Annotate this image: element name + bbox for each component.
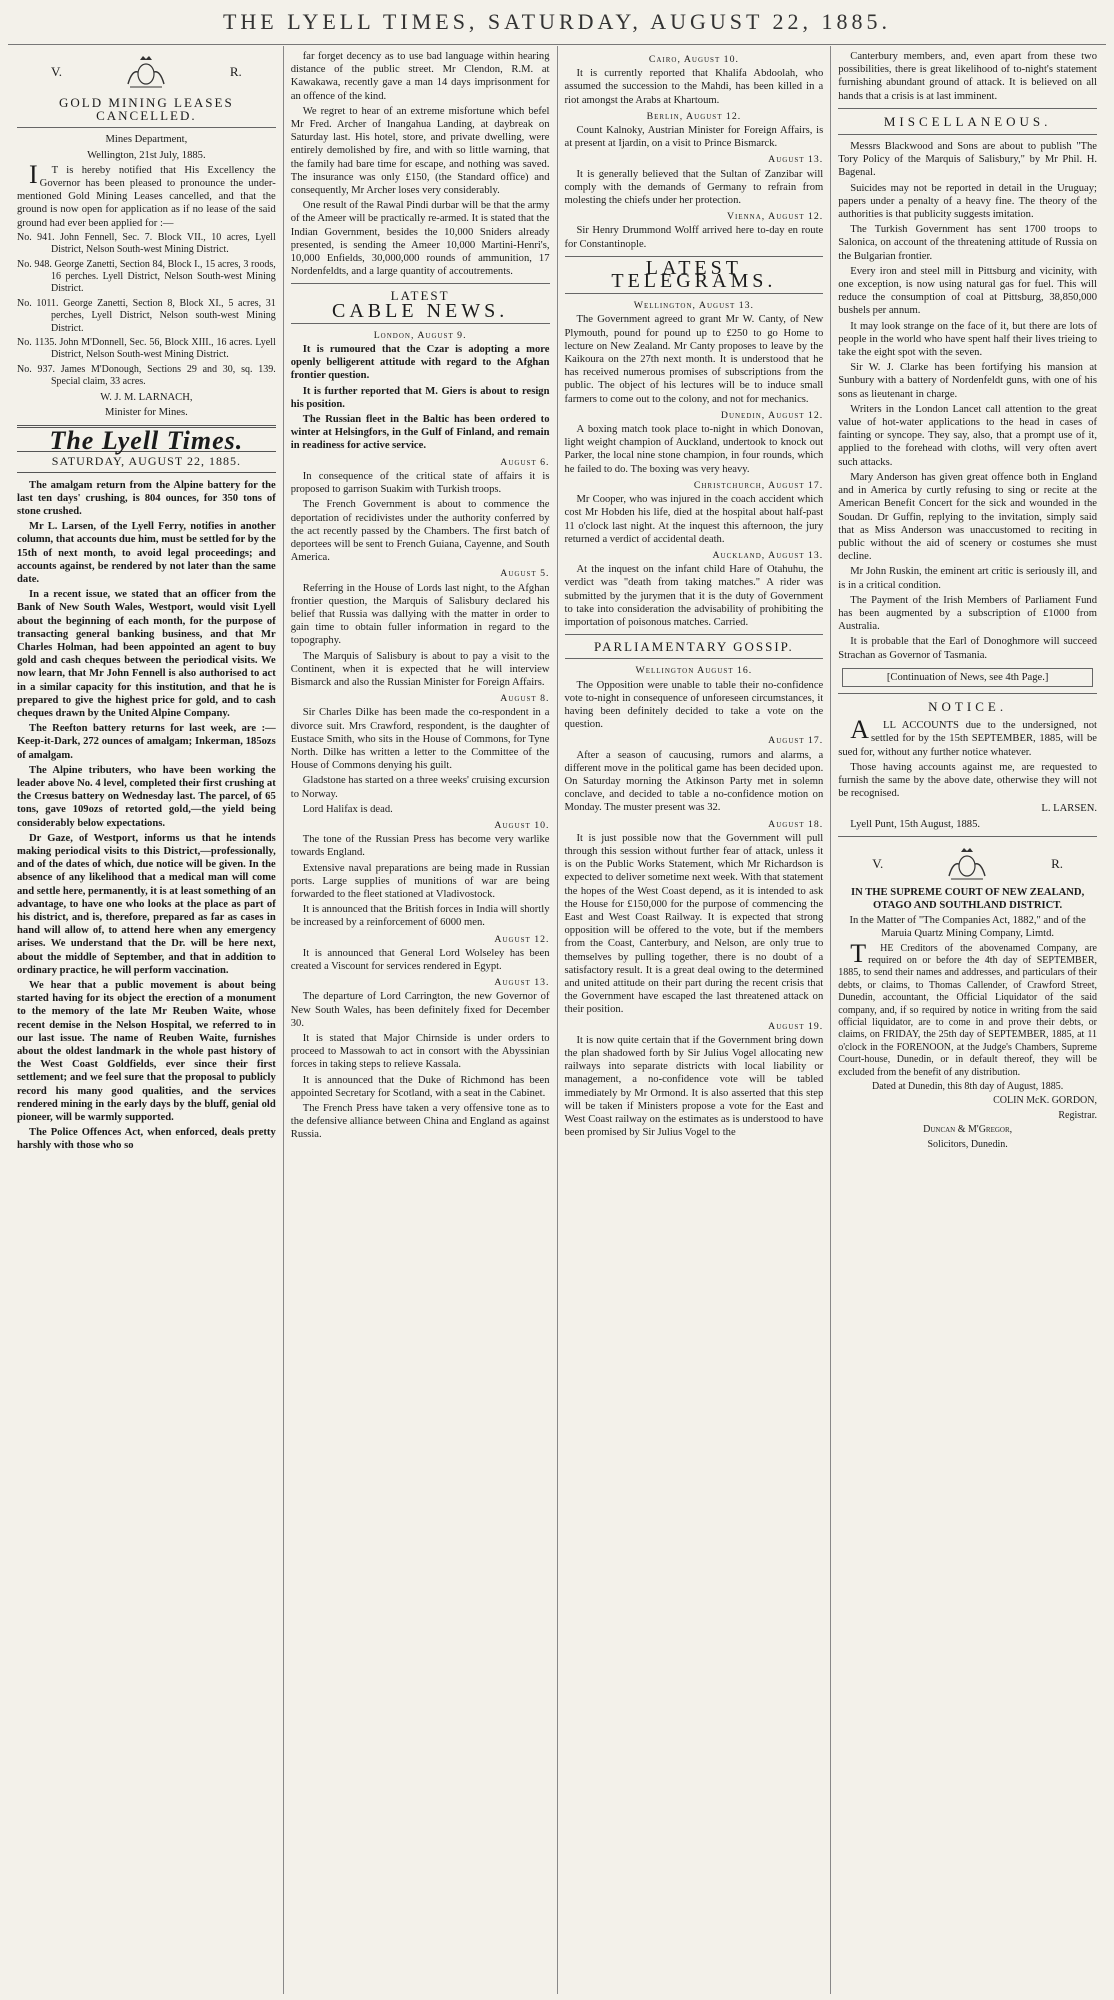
news-paragraph: It is currently reported that Khalifa Abdoolah, who assumed the succession to the Mahdi, has been killed in a riot amongst the Arabs at Khartoum.: [564, 68, 824, 106]
notice-body: ALL ACCOUNTS due to the undersigned, not settled for by the 15th SEPTEMBER, 1885, will be sued for, without any further notice whatever.: [838, 715, 1097, 758]
royal-crest: [17, 50, 276, 94]
column-1: [10, 46, 283, 1994]
notice-body: Those having accounts against me, are requested to furnish the same by the above date, otherwise they will not be recognised.: [838, 761, 1097, 800]
court-dated: Dated at Dunedin, this 8th day of August, 1885.: [871, 1081, 1064, 1093]
news-paragraph: In consequence of the critical state of affairs it is proposed to garrison Suakim with Turkish troops.: [290, 470, 550, 496]
misc-paragraph: The Turkish Government has sent 1700 troops to Salonica, on account of the threatening attitude of Russia on the Bulgarian frontier.: [838, 224, 1097, 262]
news-paragraph: The Reefton battery returns for last week, are :—Keep-it-Dark, 272 ounces of amalgam; Inkerman, 185ozs of amalgam.: [17, 723, 276, 761]
news-paragraph: It is announced that the Duke of Richmond has been appointed Secretary for Scotland, with a seat in the Cabinet.: [290, 1074, 550, 1099]
misc-paragraph: Mr John Ruskin, the eminent art critic is seriously ill, and is in a critical condition.: [838, 566, 1097, 591]
lease-item: No. 1011. George Zanetti, Section 8, Block XI., 5 acres, 31 perches, Lyell District, Nelson south-west Mining District.: [17, 297, 276, 334]
news-paragraph: The departure of Lord Carrington, the new Governor of New South Wales, has been definitely fixed for December 30.: [290, 991, 550, 1029]
misc-paragraph: It may look strange on the face of it, but there are lots of people in the world who have spent half their lives trieing to take the eight spot with the seven.: [838, 320, 1097, 359]
cable-heading-small: LATEST: [390, 288, 450, 304]
crest-v: V.: [872, 856, 884, 872]
news-paragraph: In a recent issue, we stated that an officer from the Bank of New South Wales, Westport, would visit Lyell about the beginning of each month, for the purpose of transacting general banking business, and that Mr Charles Holman, had been appointed an agent to buy gold and cash cheques between the periodical visits. We now learn, that Mr John Fennell is also authorised to act in a similar capacity for this institution, and that he is prepared to give the highest price for gold, and to cash cheques drawn by the United Alpine Company.: [17, 589, 276, 719]
misc-paragraph: Writers in the London Lancet call attention to the great value of hot-water applications to the head in cases of fainting or syncope. They say, also, that a prompt use of it, applied to the forehead with cloths, will very often avert such attacks.: [838, 403, 1097, 468]
paper-title: The Lyell Times.: [49, 426, 244, 456]
news-paragraph: The Alpine tributers, who have been working the leader above No. 4 level, completed their first crushing at the Crœsus battery on Wednesday last. The parcel, of 65 tons, gave 109ozs of retorted gold,—the yield being considerably below expectations.: [17, 764, 276, 829]
gml-title: GOLD MINING LEASES CANCELLED.: [59, 95, 234, 124]
dateline: August 13.: [494, 977, 550, 989]
dateline: August 19.: [768, 1020, 824, 1032]
royal-crest: [838, 842, 1097, 886]
news-paragraph: The Marquis of Salisbury is about to pay a visit to the Continent, when it is expected that he will interview Bismarck and also the Russian Minister for Foreign Affairs.: [290, 650, 550, 688]
news-paragraph: It is stated that Major Chirnside is under orders to proceed to Massowah to act in consort with the Abyssinian forces in taking steps to relieve Kassala.: [290, 1033, 550, 1071]
gml-signature: W. J. M. LARNACH,: [100, 391, 193, 403]
news-paragraph: At the inquest on the infant child Hare of Otahuhu, the verdict was "death from taking matches." A rider was submitted by the jurymen that it is the duty of Government to take into consideration the advisability of prohibiting the importation of poisonous matches. Carried.: [564, 564, 824, 628]
dateline: Wellington, August 13.: [633, 300, 754, 312]
news-paragraph: Lord Halifax is dead.: [302, 803, 393, 815]
misc-paragraph: Messrs Blackwood and Sons are about to publish "The Tory Policy of the Marquis of Salisbury," by Mr Phil. H. Bagenal.: [838, 141, 1097, 179]
gossip-heading: PARLIAMENTARY GOSSIP.: [594, 639, 794, 655]
news-paragraph: Gladstone has started on a three weeks' cruising excursion to Norway.: [290, 775, 550, 800]
gml-body: IT is hereby notified that His Excellency the Governor has been pleased to pronounce the under-mentioned Gold Mining Leases cancelled, and that the ground is now open for application as if no lease of the said ground had ever been applied for :—: [17, 159, 276, 229]
news-paragraph: We hear that a public movement is about being started having for its object the erection of a monument to the memory of the late Mr Reuben Waite, whose recent demise in the Nelson Hospital, we referred to in our last issue. The name of Reuben Waite, furnishes about the oldest landmark in the whole past history of the West Coast Goldfields, ever since their first settlement; and we feel sure that the proposal to publicly record his many good qualities, and the services rendered mining in the early days by the bluff, genial old pioneer, will be warmly supported.: [17, 980, 276, 1124]
notice-heading: NOTICE.: [928, 698, 1008, 714]
news-paragraph: It is generally believed that the Sultan of Zanzibar will comply with the demands of Germany to refrain from molesting the chiefs under her protection.: [564, 168, 824, 207]
court-matter: In the Matter of "The Companies Act, 1882," and of the Maruia Quartz Mining Company, Limtd.: [849, 915, 1086, 940]
misc-paragraph: The Payment of the Irish Members of Parliament Fund has been augmented by a subscription of £1000 from Australia.: [838, 594, 1097, 633]
news-paragraph: The French Government is about to commence the deportation of recidivistes under the authority conferred by the act recently passed by the Chambers. The first batch of deportees will be sent to French Guiana, Cayenne, and South America.: [290, 499, 550, 564]
court-heading: IN THE SUPREME COURT OF NEW ZEALAND, OTAGO AND SOUTHLAND DISTRICT.: [851, 886, 1085, 911]
news-paragraph: Sir Henry Drummond Wolff arrived here to-day en route for Constantinople.: [564, 225, 824, 250]
news-paragraph: Dr Gaze, of Westport, informs us that he intends making periodical visits to this District,—professionally, and of the dates of which, due notice will be given. In the absence of any likelihood that a medical man will come and settle here, permanently, it is at least something of an advantage, to have one who looks at the place as part of his district, and is, therefore, prepared as far as cases in hand will allow of, to attend here when any emergency arises. We understand that the Dr. will be here next, about the middle of September, and that in addition to ordinary practice, he will perform vaccination.: [17, 832, 276, 976]
news-paragraph: Mr L. Larsen, of the Lyell Ferry, notifies in another column, that accounts due him, must be settled for by the 15th of next month, to avoid legal proceedings; and accounts against, be rendered by not later than the same date.: [17, 521, 276, 585]
gml-dept: Mines Department,: [105, 134, 188, 146]
crest-r: R.: [1051, 856, 1063, 872]
news-paragraph: The Police Offences Act, when enforced, deals pretty harshly with those who so: [17, 1127, 276, 1152]
gml-date: Wellington, 21st July, 1885.: [87, 149, 206, 161]
dateline: August 13.: [768, 154, 824, 166]
news-paragraph: The amalgam return from the Alpine battery for the last ten days' crushing, is 804 ounces, for 350 tons of stone crushed.: [17, 479, 276, 517]
dateline: Cairo, August 10.: [648, 54, 739, 65]
misc-paragraph: Mary Anderson has given great offence both in England and in America by curtly refusing to sing or recite at the American Benefit Concert for the sick and wounded in the Soudan. Dr Guffin, replying to the invitation, simply said that as Miss Anderson was unaccustomed to reciting in public without the aid of scenery or costumes she must decline.: [838, 471, 1097, 563]
news-paragraph: It is just possible now that the Government will pull through this session without further fear of attack, unless it is on the Public Works Statement, which Mr Richardson is expected to deliver sometime next week. With that statement the hopes of the West Coast depend, as it is intended to ask the House for £150,000 for the purpose of commencing the East and West Coast Railway. It is expected that strong opposition will be offered to the vote, but if the members from the Coast, Canterbury, and Nelson, are only true to themselves by pulling together, there is no doubt of a satisfactory result. It is a great deal owing to the determined and united attitude on their part during the recent crisis that the Government have escaped the last threatened attack on their position.: [564, 832, 824, 1016]
column-3: [557, 46, 831, 1994]
column-2: [283, 46, 557, 1994]
column-4: [830, 46, 1104, 1994]
news-paragraph: The French Press have taken a very offensive tone as to the defensive alliance between China and England as against Russia.: [290, 1103, 550, 1141]
royal-coat-of-arms-icon: [945, 846, 989, 882]
dateline: Berlin, August 12.: [646, 110, 742, 122]
news-paragraph: After a season of caucusing, rumors and alarms, a different move in the political game has been decided upon. On Saturday morning the Atkinson Party met in solemn conclave, and decided to table a no-confidence motion on Monday. The muster present was 32.: [564, 749, 824, 814]
news-paragraph: It is further reported that M. Giers is about to resign his position.: [290, 385, 550, 410]
crest-r: R.: [229, 64, 242, 80]
news-paragraph: It is now quite certain that if the Government bring down the plan shadowed forth by Sir Julius Vogel allocating new railways into separate districts with local liability or management, a no-confidence vote will be tabled immediately by Mr Ormond. It is also asserted that this step will be taken if Ministers propose a vote for the East and West Coast railway on the estimates as is understood to have been promised by Sir Julius Vogel to the: [564, 1034, 824, 1139]
royal-coat-of-arms-icon: [124, 54, 168, 90]
news-paragraph: The Russian fleet in the Baltic has been ordered to winter at Helsingfors, in the Gulf of Finland, and remain in readiness for active service.: [290, 414, 550, 452]
masthead: THE LYELL TIMES, SATURDAY, AUGUST 22, 1885.: [8, 0, 1106, 45]
misc-paragraph: Every iron and steel mill in Pittsburg and vicinity, with one exception, is now using natural gas for fuel. This will reduce the consumption of coal at Pittsburg, 38,850,000 bushels per annum.: [838, 265, 1097, 317]
lease-list: [17, 232, 276, 389]
notice-place-date: Lyell Punt, 15th August, 1885.: [850, 818, 981, 830]
news-paragraph: We regret to hear of an extreme misfortune which befel Mr Fred. Archer of Inangahua Landing, at daybreak on Saturday last. His hotel, store, and private dwelling, were entirely demolished by fire, and with so little warning, that the family had bare time for escape, and nothing was saved. The insurance was only £150, (the Standard office) and consequently, Mr Archer loses very considerably.: [290, 105, 550, 197]
dateline: Auckland, August 13.: [712, 549, 824, 561]
notice-signature: L. LARSEN.: [1041, 803, 1097, 815]
court-solicitors-location: Solicitors, Dunedin.: [927, 1138, 1008, 1150]
misc-paragraph: It is probable that the Earl of Donoghmore will succeed Strachan as Governor of Tasmania.: [838, 636, 1097, 661]
dateline: August 5.: [500, 568, 550, 580]
news-paragraph: Count Kalnoky, Austrian Minister for Foreign Affairs, is at present at Ijardin, on a visit to Prince Bismarck.: [564, 125, 824, 150]
dateline: August 8.: [500, 693, 550, 705]
misc-heading: MISCELLANEOUS.: [883, 113, 1052, 129]
dateline: August 12.: [494, 933, 550, 945]
news-paragraph: The Government agreed to grant Mr W. Canty, of New Plymouth, pound for pound up to £250 to go Home to lecture on New Zealand. Mr Canty proposes to leave by the Kaikoura on the 27th next month. It is understood that he has received numerous promises of subscriptions from the public. The object of his lectures will be to induce small farmers to come out to the colony, and not for mechanics.: [564, 314, 824, 405]
court-signature: COLIN McK. GORDON,: [993, 1095, 1097, 1107]
news-paragraph: The Opposition were unable to table their no-confidence vote to-night in consequence of unforeseen circumstances, it having been definitely decided to take a vote on the question.: [564, 679, 824, 731]
dateline: August 10.: [494, 819, 550, 831]
court-signature-title: Registrar.: [1058, 1109, 1097, 1121]
news-paragraph: far forget decency as to use bad language within hearing distance of the public street. Mr Clendon, R.M. at Kawakawa, recently gave a man 14 days imprisonment for an offence of the kind.: [290, 51, 550, 102]
news-paragraph: One result of the Rawal Pindi durbar will be that the army of the Ameer will be practically re-armed. It is stated that the Indian Government, besides the 10,000 Sniders already presented, is sending the Ameer 10,000 Martini-Henri's, 10,000 Enfields, 30,000,000 rounds of ammunition, 17 Nordenfeldts, and a large quantity of accoutrements.: [290, 200, 550, 278]
telegrams-heading: LATEST TELEGRAMS.: [611, 256, 777, 293]
crest-v: V.: [51, 64, 62, 80]
columns: [10, 46, 1104, 1994]
issue-date: SATURDAY, AUGUST 22, 1885.: [17, 451, 276, 472]
lease-item: No. 948. George Zanetti, Section 84, Block I., 15 acres, 3 roods, 16 perches. Lyell District, Nelson South-west Mining District.: [17, 258, 276, 295]
news-paragraph: Mr Cooper, who was injured in the coach accident which cost Mr Hobden his life, died at the hospital about half-past 11 o'clock last night. At the inquest this afternoon, the jury returned a verdict of accidental death.: [564, 494, 824, 545]
dateline: August 6.: [500, 456, 550, 468]
news-paragraph: Extensive naval preparations are being made in Russian ports. Large supplies of munitions of war are being forwarded to the fleet stationed at Vladivostock.: [290, 862, 550, 900]
news-paragraph: The tone of the Russian Press has become very warlike towards England.: [290, 834, 550, 859]
news-paragraph: A boxing match took place to-night in which Donovan, light weight champion of Auckland, undertook to knock out Parker, the local nine stone champion, in four rounds, which he failed to do. The boxing was very heavy.: [564, 424, 824, 475]
news-paragraph: Referring in the House of Lords last night, to the Afghan frontier question, the Marquis of Salisbury declared his belief that Russia was dallying with the matter in order to gain time to obtain fuller information in regard to the topography.: [290, 582, 550, 647]
continuation-note: [Continuation of News, see 4th Page.]: [842, 668, 1093, 687]
dateline: Wellington August 16.: [635, 665, 753, 677]
news-paragraph: Sir Charles Dilke has been made the co-respondent in a divorce suit. Mrs Crawford, respondent, is the daughter of Eustace Smith, who sits in the House of Commons, for Tyne North. Dilke has written a letter to the Committee of the House of Commons denying his guilt.: [290, 707, 550, 772]
gml-signature-title: Minister for Mines.: [105, 406, 188, 418]
cable-heading: CABLE NEWS.: [332, 299, 509, 322]
court-solicitors: Duncan & M'Gregor,: [923, 1124, 1013, 1136]
misc-paragraph: Suicides may not be reported in detail in the Uruguay; papers under a penalty of a heavy fine. The theory of the authorities is that publicity suggests imitation.: [838, 182, 1097, 221]
dateline: Dunedin, August 12.: [720, 409, 824, 421]
news-paragraph: Canterbury members, and, even apart from these two possibilities, there is great likelihood of to-night's statement furnishing abundant ground of attack. It is believed on all hands that a crisis is at last imminent.: [838, 51, 1097, 102]
news-paragraph: It is announced that the British forces in India will shortly be increased by a reinforcement of 6000 men.: [290, 904, 550, 929]
local-news: [17, 479, 276, 1153]
lease-item: No. 1135. John M'Donnell, Sec. 56, Block XIII., 16 acres. Lyell District, Nelson South-west Mining District.: [17, 337, 276, 361]
dateline: August 17.: [768, 735, 824, 747]
court-body: THE Creditors of the abovenamed Company, are required on or before the 4th day of SEPTEMBER, 1885, to send their names and addresses, and particulars of their debts, or claims, to Thomas Callender, of Crawford Street, Dunedin, accountant, the Official Liquidator of the said company, and, if so required by notice in writing from the said official liquidator, are to come in and prove their debts, or claims, on FRIDAY, the 25th day of SEPTEMBER, 1885, at 11 o'clock in the FORENOON, at the Judge's Chambers, Supreme Court-house, Dunedin, or in default thereof, they will be excluded from the benefit of any distribution.: [838, 938, 1097, 1078]
lease-item: No. 937. James M'Donough, Sections 29 and 30, sq. 139. Special claim, 33 acres.: [17, 363, 276, 388]
news-paragraph: It is rumoured that the Czar is adopting a more openly belligerent attitude with regard to the Afghan frontier question.: [290, 344, 550, 382]
dateline: Vienna, August 12.: [726, 211, 824, 223]
dateline: Christchurch, August 17.: [693, 479, 824, 491]
news-paragraph: It is announced that General Lord Wolseley has been created a Viscount for services rendered in Egypt.: [290, 947, 550, 972]
dateline: London, August 9.: [373, 329, 467, 341]
misc-paragraph: Sir W. J. Clarke has been fortifying his mansion at Sunbury with a battery of Nordenfeldt guns, with one of his sons as lieutenant in charge.: [838, 362, 1097, 400]
lease-item: No. 941. John Fennell, Sec. 7. Block VII., 10 acres, Lyell District, Nelson South-west Mining District.: [17, 231, 276, 256]
dateline: August 18.: [768, 818, 824, 830]
